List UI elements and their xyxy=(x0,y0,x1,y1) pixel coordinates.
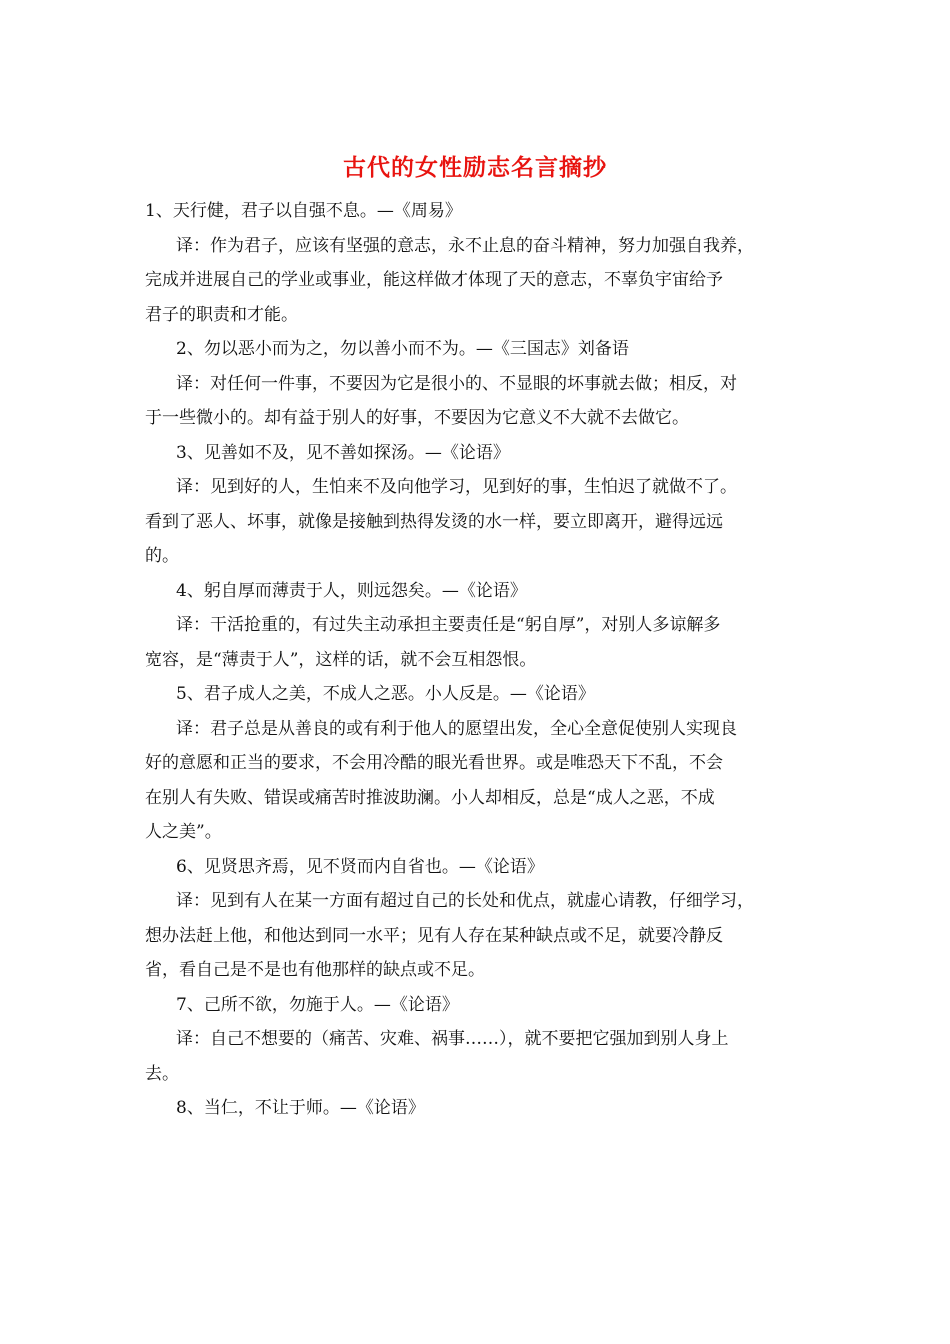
text-line: 省，看自己是不是也有他那样的缺点或不足。 xyxy=(145,960,485,980)
document-title: 古代的女性励志名言摘抄 xyxy=(343,154,607,181)
paragraph xyxy=(145,884,813,988)
text-line: 2、勿以恶小而为之，勿以善小而不为。—《三国志》刘备语 xyxy=(176,339,629,359)
text-line: 译：君子总是从善良的或有利于他人的愿望出发，全心全意促使别人实现良 xyxy=(176,718,737,739)
text-line: 3、见善如不及，见不善如探汤。—《论语》 xyxy=(176,442,510,463)
text-line: 君子的职责和才能。 xyxy=(145,304,298,325)
text-line: 6、见贤思齐焉，见不贤而内自省也。—《论语》 xyxy=(176,856,544,877)
paragraph xyxy=(145,608,813,677)
text-line: 译：作为君子，应该有坚强的意志，永不止息的奋斗精神，努力加强自我养， xyxy=(176,235,754,256)
text-line: 宽容，是“薄责于人”，这样的话，就不会互相怨恨。 xyxy=(145,649,537,670)
text-line: 8、当仁，不让于师。—《论语》 xyxy=(176,1098,425,1118)
text-line: 7、己所不欲，勿施于人。—《论语》 xyxy=(176,994,459,1015)
paragraph xyxy=(145,1091,813,1126)
text-line: 1、天行健，君子以自强不息。—《周易》 xyxy=(145,201,462,221)
text-line: 完成并进展自己的学业或事业，能这样做才体现了天的意志，不辜负宇宙给予 xyxy=(145,270,723,290)
text-line: 的。 xyxy=(145,546,179,566)
paragraph xyxy=(145,436,813,471)
text-line: 4、躬自厚而薄责于人，则远怨矣。—《论语》 xyxy=(176,580,527,601)
text-line: 译：对任何一件事，不要因为它是很小的、不显眼的坏事就去做；相反，对 xyxy=(176,373,737,394)
paragraph xyxy=(145,1022,813,1091)
text-line: 于一些微小的。却有益于别人的好事，不要因为它意义不大就不去做它。 xyxy=(145,408,689,428)
paragraph xyxy=(145,574,813,609)
text-line: 5、君子成人之美，不成人之恶。小人反是。—《论语》 xyxy=(176,684,595,704)
text-line: 译：见到好的人，生怕来不及向他学习，见到好的事，生怕迟了就做不了。 xyxy=(176,477,737,497)
text-line: 去。 xyxy=(145,1063,179,1084)
text-line: 在别人有失败、错误或痛苦时推波助澜。小人却相反，总是“成人之恶，不成 xyxy=(145,787,715,808)
text-line: 想办法赶上他，和他达到同一水平；见有人存在某种缺点或不足，就要冷静反 xyxy=(145,925,723,946)
paragraph xyxy=(145,988,813,1023)
paragraph xyxy=(145,229,813,333)
paragraph xyxy=(145,850,813,885)
paragraph xyxy=(145,194,813,229)
paragraph xyxy=(145,712,813,850)
document-body xyxy=(145,194,813,1126)
text-line: 人之美”。 xyxy=(145,822,222,842)
text-line: 好的意愿和正当的要求，不会用冷酷的眼光看世界。或是唯恐天下不乱，不会 xyxy=(145,753,723,773)
paragraph xyxy=(145,332,813,367)
text-line: 译：干活抢重的，有过失主动承担主要责任是“躬自厚”，对别人多谅解多 xyxy=(176,615,721,635)
paragraph xyxy=(145,367,813,436)
paragraph xyxy=(145,470,813,574)
text-line: 译：自己不想要的（痛苦、灾难、祸事……），就不要把它强加到别人身上 xyxy=(176,1029,729,1049)
text-line: 看到了恶人、坏事，就像是接触到热得发烫的水一样，要立即离开，避得远远 xyxy=(145,511,723,532)
paragraph xyxy=(145,677,813,712)
text-line: 译：见到有人在某一方面有超过自己的长处和优点，就虚心请教，仔细学习， xyxy=(176,891,754,911)
